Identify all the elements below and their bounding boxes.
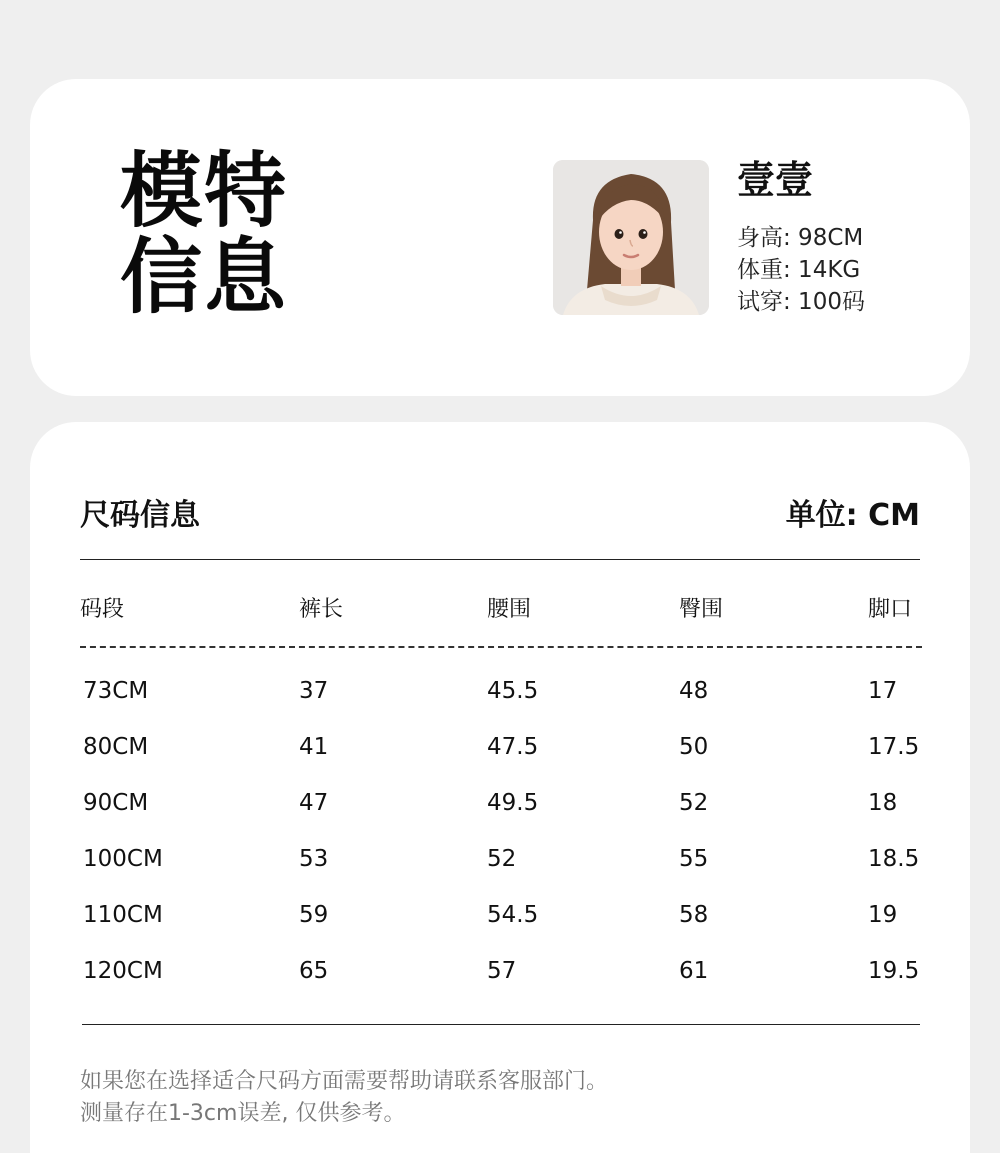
model-info-card (30, 79, 970, 396)
table-row (83, 953, 925, 1009)
column-header-length: 裤长 (299, 597, 344, 622)
model-photo-illustration (553, 160, 709, 315)
table-cell: 58 (679, 902, 709, 928)
table-cell: 47 (299, 790, 329, 816)
table-cell: 17.5 (868, 734, 920, 760)
table-cell: 52 (679, 790, 709, 816)
table-cell: 37 (299, 678, 329, 704)
table-cell: 47.5 (487, 734, 539, 760)
table-cell: 54.5 (487, 902, 539, 928)
divider-dashed (80, 646, 922, 648)
table-cell: 55 (679, 846, 709, 872)
table-row (83, 897, 925, 953)
table-cell: 120CM (83, 958, 163, 984)
table-cell: 57 (487, 958, 517, 984)
table-header-row (80, 592, 922, 628)
table-cell: 61 (679, 958, 709, 984)
table-row (83, 729, 925, 785)
table-row (83, 841, 925, 897)
table-body (83, 673, 925, 1009)
column-header-waist: 腰围 (487, 597, 532, 622)
table-cell: 53 (299, 846, 329, 872)
table-cell: 65 (299, 958, 329, 984)
table-cell: 50 (679, 734, 709, 760)
model-height: 身高: 98CM (737, 225, 864, 251)
table-cell: 48 (679, 678, 709, 704)
divider-bottom (82, 1024, 920, 1025)
size-note (80, 1066, 608, 1130)
size-chart-card (30, 422, 970, 1153)
table-cell: 19.5 (868, 958, 920, 984)
model-info-title-line1: 模特 (120, 144, 289, 239)
table-cell: 90CM (83, 790, 149, 816)
model-weight: 体重: 14KG (737, 257, 861, 283)
table-cell: 80CM (83, 734, 149, 760)
table-row (83, 785, 925, 841)
size-chart-title: 尺码信息 (80, 498, 200, 533)
model-photo (553, 160, 709, 315)
column-header-hem: 脚口 (868, 597, 913, 622)
table-cell: 19 (868, 902, 898, 928)
size-note-line2: 测量存在1-3cm误差, 仅供参考。 (80, 1101, 406, 1126)
table-cell: 18.5 (868, 846, 920, 872)
table-cell: 17 (868, 678, 898, 704)
model-info-title-line2: 信息 (120, 230, 289, 325)
table-row (83, 673, 925, 729)
size-note-line1: 如果您在选择适合尺码方面需要帮助请联系客服部门。 (80, 1069, 609, 1094)
size-chart-unit: 单位: CM (785, 498, 920, 533)
table-cell: 45.5 (487, 678, 539, 704)
size-chart-header (80, 496, 920, 536)
model-name: 壹壹 (737, 158, 814, 202)
model-size-tried: 试穿: 100码 (737, 289, 865, 315)
divider-top (80, 559, 920, 560)
model-stats (737, 222, 865, 318)
table-cell: 73CM (83, 678, 149, 704)
table-cell: 52 (487, 846, 517, 872)
size-table (80, 592, 922, 984)
column-header-size: 码段 (80, 597, 125, 622)
table-cell: 100CM (83, 846, 163, 872)
model-info-title (120, 144, 289, 325)
table-cell: 41 (299, 734, 329, 760)
column-header-hip: 臀围 (679, 597, 724, 622)
table-cell: 59 (299, 902, 329, 928)
table-cell: 110CM (83, 902, 163, 928)
table-cell: 18 (868, 790, 898, 816)
table-cell: 49.5 (487, 790, 539, 816)
